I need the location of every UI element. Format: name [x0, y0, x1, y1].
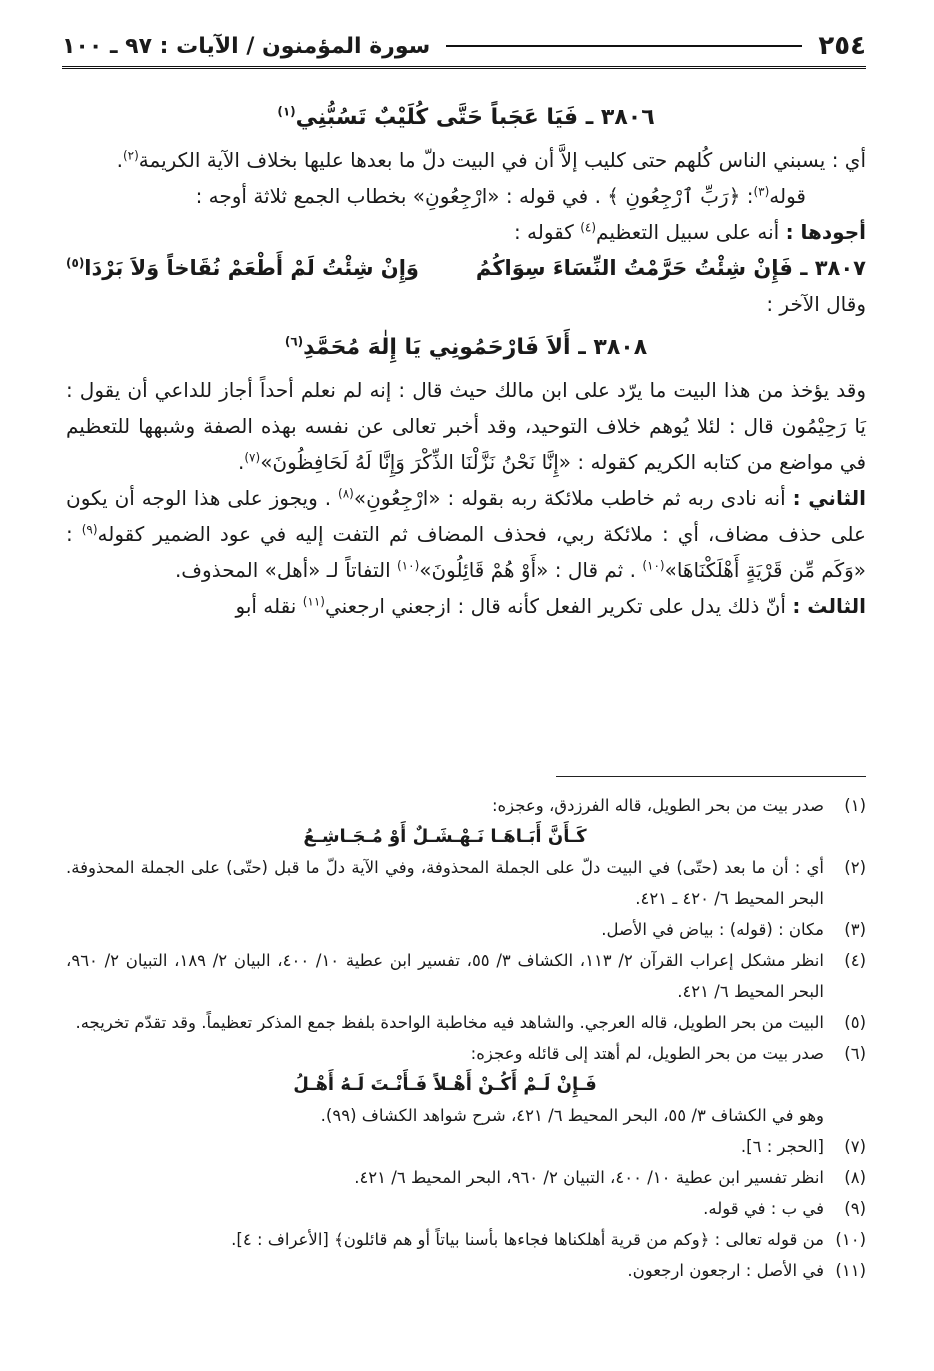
footnote-6: (٦) صدر بيت من بحر الطويل، لم أهتد إلى قائله وعجزه: فَـإِنْ لَـمْ أَكُـنْ أَهْـلاً فَـأَنْـتَ لَـهُ أَهْـلُ وهو في الكشاف ٣/ ٥٥، البحر المحيط ٦/ ٤٢١، شرح شواهد الكشاف (٩٩). [66, 1038, 866, 1131]
footnote-5: (٥) البيت من بحر الطويل، قاله العرجي. والشاهد فيه مخاطبة الواحدة بلفظ جمع المذكر تعظيماً. وقد تقدّم تخريجه. [75, 1013, 866, 1032]
footnote-ref: (٨) [338, 486, 354, 501]
verse-3808: ٣٨٠٨ ـ أَلاَ فَارْحَمُونِي يَا إِلٰهَ مُحَمَّدِ$^{(٦)}$ [284, 334, 648, 360]
main-text [66, 92, 866, 624]
paragraph: أي : يسبني الناس كُلهم حتى كليب إلاَّ أن في البيت دلّ ما بعدها عليها بخلاف الآية الكريمة$^{(٢)}$. [116, 148, 866, 172]
verse-3806: ٣٨٠٦ ـ فَيَا عَجَباً حَتَّى كُلَيْبٌ تَسُبُّنِي$^{(١)}$ [277, 104, 655, 130]
footnote-verse: كَـأَنَّ أَبَـاهَـا نَـهْـشَـلٌ أَوْ مُـجَـاشِـعُ [303, 826, 587, 847]
page-number: ٢٥٤ [818, 31, 866, 61]
footnote-3: (٣) مكان : (قوله) : بياض في الأصل. [601, 920, 866, 939]
paragraph: قوله$^{(٣)}$: ﴿رَبِّ ٱرْجِعُونِ ﴾ . في قوله : «ارْجِعُونِ» بخطاب الجمع ثلاثة أوجه : [195, 184, 806, 208]
footnote-verse: فَـإِنْ لَـمْ أَكُـنْ أَهْـلاً فَـأَنْـتَ لَـهُ أَهْـلُ [293, 1074, 597, 1095]
paragraph: وقال الآخر : [766, 292, 866, 316]
paragraph: الثاني : أنه نادى ربه ثم خاطب ملائكة ربه بقوله : «ارْجِعُونِ»$^{(٨)}$ . ويجوز على هذا الوجه أن يكون على حذف مضاف، أي : ملائكة ربي، فحذف المضاف ثم التفت إليه في عود الضمير كقوله$^{(٩)}$ : «وَكَم مِّن قَرْيَةٍ أَهْلَكْنَاهَا»$^{(١٠)}$ . ثم قال : «أَوْ هُمْ قَائِلُونَ»$^{(١٠)}$ التفاتاً لـ «أهل» المحذوف. [66, 486, 866, 582]
footnote-ref: (٥) [66, 256, 85, 270]
footnote-9: (٩) في ب : في قوله. [703, 1199, 866, 1218]
footnote-1: (١) صدر بيت من بحر الطويل، قاله الفرزدق، وعجزه: كَـأَنَّ أَبَـاهَـا نَـهْـشَـلٌ أَوْ مُـجَـاشِـعُ [66, 790, 866, 852]
footnote-8: (٨) انظر تفسير ابن عطية ١٠/ ٤٠٠، التبيان ٢/ ٩٦٠، البحر المحيط ٦/ ٤٢١. [354, 1168, 866, 1187]
footnotes [66, 790, 866, 1286]
verse-hemistich-1: ٣٨٠٧ ـ فَإِنْ شِئْتُ حَرَّمْتُ النِّسَاءَ سِوَاكُمُ [475, 256, 866, 280]
footnote-2: (٢) أي : أن ما بعد (حتّى) في البيت دلّ على الجملة المحذوفة، وفي الآية دلّ ما قبل (حتّى) على الجملة المحذوفة. البحر المحيط ٦/ ٤٢٠ ـ ٤٢١. [66, 858, 866, 908]
running-title: سورة المؤمنون / الآيات : ٩٧ ـ ١٠٠ [62, 33, 431, 59]
verse-hemistich-2: وَإِنْ شِئْتُ لَمْ أَطْعَمْ نُقَاخاً وَلاَ بَرْدَا$^{(٥)}$ [66, 256, 419, 280]
footnote-10: (١٠) من قوله تعالى : ﴿وكم من قرية أهلكناها فجاءها بأسنا بياتاً أو هم قائلون﴾ [الأعراف : ٤]. [231, 1230, 866, 1249]
header-rule [446, 45, 802, 47]
footnote-ref: (١) [277, 104, 296, 119]
paragraph: أجودها : أنه على سبيل التعظيم$^{(٤)}$ كقوله : [513, 220, 866, 244]
section-label: الثالث : [792, 594, 866, 618]
footnote-ref: (١١) [302, 594, 325, 609]
footnote-ref: (١٠) [642, 558, 665, 573]
footnote-ref: (٦) [284, 334, 304, 349]
footnote-7: (٧) [الحجر : ٦]. [740, 1137, 866, 1156]
footnote-ref: (٤) [580, 220, 597, 235]
verse-3807 [66, 250, 866, 286]
footnote-ref: (٧) [244, 450, 261, 465]
footnote-11: (١١) في الأصل : ارجعون ارجعون. [627, 1261, 866, 1280]
footnote-4: (٤) انظر مشكل إعراب القرآن ٢/ ١١٣، الكشاف ٣/ ٥٥، تفسير ابن عطية ١٠/ ٤٠٠، البيان ٢/ ١٨٩، التبيان ٢/ ٩٦٠، البحر المحيط ٦/ ٤٢١. [66, 951, 866, 1001]
footnote-ref: (٩) [81, 522, 98, 537]
footnote-ref: (٢) [122, 148, 139, 163]
header-divider [62, 66, 866, 72]
paragraph: وقد يؤخذ من هذا البيت ما يرّد على ابن مالك حيث قال : إنه لم نعلم أحداً أجاز للداعي أن يقول : يَا رَحِيْمُون قال : لئلا يُوهم خلاف التوحيد، وقد أخبر تعالى عن نفسه بهذه الصفة وشبهها للتعظيم في مواضع من كتابه الكريم كقوله : «إِنَّا نَحْنُ نَزَّلْنَا الذِّكْرَ وَإِنَّا لَهُ لَحَافِظُونَ»$^{(٧)}$. [66, 378, 866, 474]
footnote-separator [556, 776, 866, 777]
footnote-ref: (١٠) [396, 558, 420, 573]
section-label: أجودها : [785, 220, 866, 244]
page-header [62, 28, 866, 64]
footnote-ref: (٣) [753, 184, 770, 199]
section-label: الثاني : [792, 486, 866, 510]
paragraph: الثالث : أنّ ذلك يدل على تكرير الفعل كأنه قال : ازجعني ارجعني$^{(١١)}$ نقله أبو [235, 594, 866, 618]
